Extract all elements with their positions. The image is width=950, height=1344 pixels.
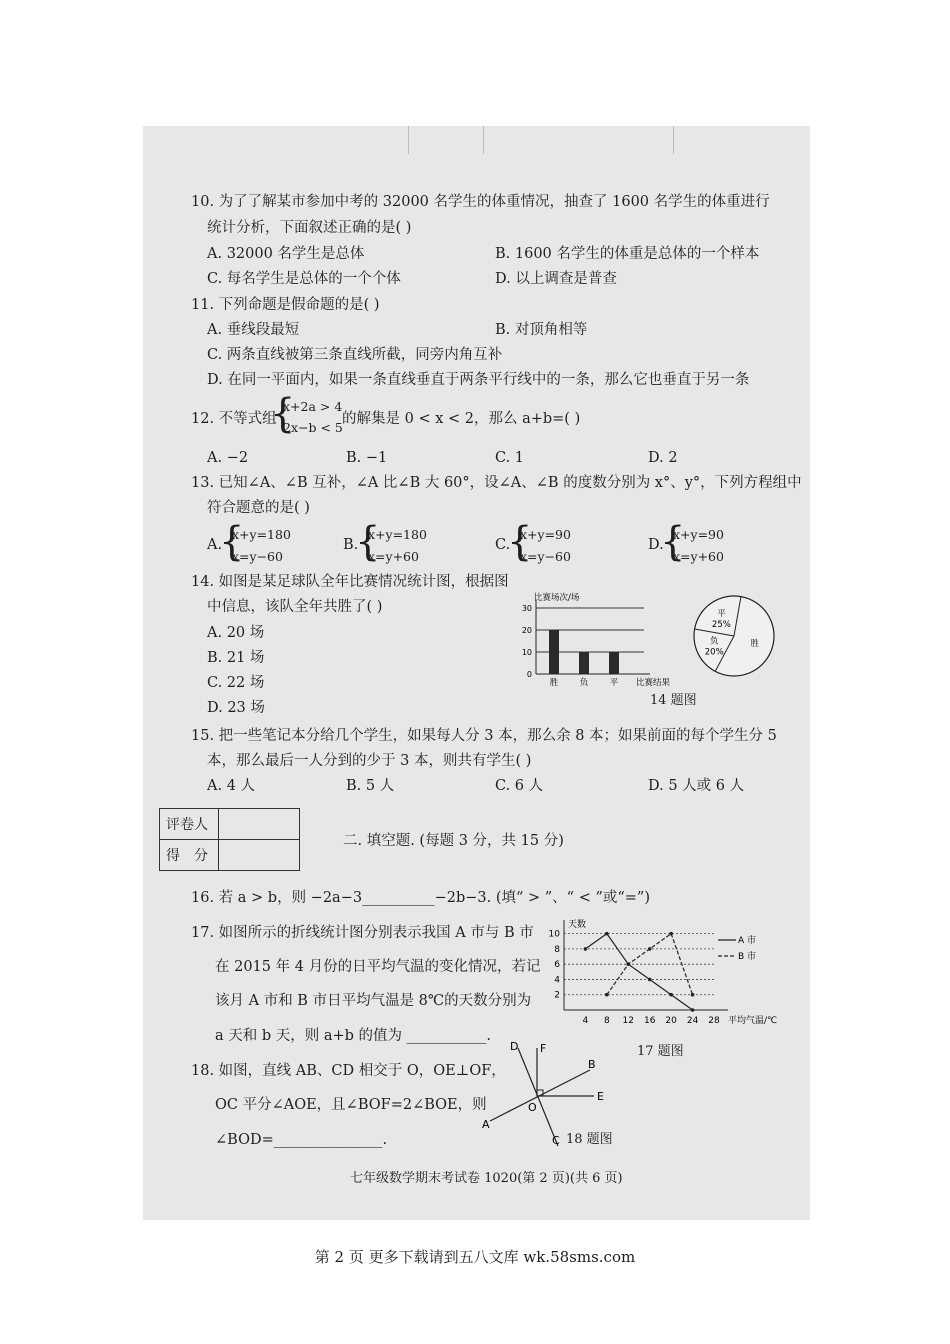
q16-text: 16. 若 a > b，则 −2a−3__________−2b−3. (填“ > ”、“ < ”或“=”) (191, 890, 651, 906)
q12-option-c: C. 1 (495, 450, 525, 466)
q14-option-a: A. 20 场 (207, 625, 265, 641)
y-axis-label: 比赛场次/场 (534, 593, 580, 603)
q15-line2: 本，那么最后一人分到的少于 3 本，则共有学生( ) (207, 753, 532, 769)
q11-option-a: A. 垂线段最短 (207, 322, 300, 338)
q10-option-a: A. 32000 名学生是总体 (207, 246, 365, 262)
q11-option-d: D. 在同一平面内，如果一条直线垂直于两条平行线中的一条，那么它也垂直于另一条 (207, 372, 750, 388)
series-line-0 (585, 934, 692, 1010)
y-tick-label: 10 (521, 648, 532, 657)
q18-line2: OC 平分∠AOE，且∠BOF=2∠BOE，则 (215, 1097, 487, 1113)
q12-brace: { (270, 391, 296, 437)
pie-slice-label: 平 (717, 608, 726, 619)
q10-line2: 统计分析，下面叙述正确的是( ) (207, 220, 412, 236)
q17-line1: 17. 如图所示的折线统计图分别表示我国 A 市与 B 市 (191, 925, 534, 941)
series-point-1 (605, 993, 609, 997)
point-b-label: B (588, 1058, 596, 1071)
grade-score-label: 得 分 (160, 840, 219, 871)
q12-option-d: D. 2 (648, 450, 678, 466)
x-tick-label: 16 (643, 1016, 656, 1026)
point-e-label: E (597, 1090, 604, 1103)
x-tick-label: 8 (603, 1016, 610, 1026)
q14-option-c: C. 22 场 (207, 675, 265, 691)
q15-option-c: C. 6 人 (495, 778, 544, 794)
y-tick-label: 30 (521, 604, 532, 613)
grade-box (159, 808, 300, 871)
q13-option-d-eq1: x+y=90 (673, 527, 724, 542)
q13-option-a-brace: { (219, 519, 245, 565)
series-point-1 (626, 962, 630, 966)
q13-line1: 13. 已知∠A、∠B 互补，∠A 比∠B 大 60°，设∠A、∠B 的度数分别为 x°、y°，下列方程组中 (191, 475, 802, 491)
page-footer: 七年级数学期末考试卷 1020(第 2 页)(共 6 页) (350, 1171, 623, 1186)
q18-line1: 18. 如图，直线 AB、CD 相交于 O，OE⊥OF， (191, 1063, 506, 1079)
legend-label: A 市 (738, 936, 757, 946)
q10-line1: 10. 为了了解某市参加中考的 32000 名学生的体重情况，抽查了 1600 名学生的体重进行 (191, 194, 770, 210)
series-point-0 (669, 993, 673, 997)
series-point-0 (605, 932, 609, 936)
fold-mark (673, 126, 674, 154)
y-axis-label: 天数 (568, 920, 587, 930)
q15-option-d: D. 5 人或 6 人 (648, 778, 745, 794)
y-tick-label: 10 (548, 929, 560, 940)
point-o-label: O (528, 1101, 537, 1114)
q13-option-c-eq2: x=y−60 (520, 549, 571, 564)
grade-reviewer-label: 评卷人 (160, 809, 219, 840)
q13-option-d-label: D. (648, 537, 664, 553)
q17-line4: a 天和 b 天，则 a+b 的值为 ___________. (215, 1028, 492, 1044)
q10-option-c: C. 每名学生是总体的一个个体 (207, 271, 401, 287)
x-tick-label: 24 (686, 1016, 699, 1026)
q14-pie-chart (682, 590, 792, 685)
x-tick-label: 12 (622, 1016, 635, 1026)
series-point-0 (648, 978, 652, 982)
q17-figure-caption: 17 题图 (637, 1044, 684, 1059)
q12-eq1: x+2a > 4 (283, 399, 343, 414)
q14-line2: 中信息，该队全年共胜了( ) (207, 599, 383, 615)
series-point-1 (669, 932, 673, 936)
y-tick-label: 2 (554, 990, 560, 1001)
q13-line2: 符合题意的是( ) (207, 500, 310, 516)
legend-label: B 市 (738, 952, 757, 962)
series-point-0 (691, 1008, 695, 1012)
q12-option-a: A. −2 (207, 450, 249, 466)
series-point-0 (584, 947, 588, 951)
x-axis-label: 平均气温/℃ (728, 1016, 778, 1026)
x-tick-label: 胜 (549, 678, 559, 688)
q13-option-b-eq1: x+y=180 (368, 527, 427, 542)
q15-line1: 15. 把一些笔记本分给几个学生，如果每人分 3 本，那么余 8 本；如果前面的每个学生分 5 (191, 728, 777, 744)
x-tick-label: 28 (708, 1016, 720, 1026)
q13-option-b-brace: { (355, 519, 381, 565)
q14-option-b: B. 21 场 (207, 650, 265, 666)
q13-option-c-eq1: x+y=90 (520, 527, 571, 542)
section-2-heading: 二. 填空题. (每题 3 分，共 15 分) (343, 833, 564, 849)
x-tick-label: 负 (579, 678, 589, 688)
point-c-label: C (552, 1134, 560, 1147)
q10-option-d: D. 以上调查是普查 (495, 271, 617, 287)
point-f-label: F (540, 1042, 547, 1055)
q13-option-d-eq2: x=y+60 (673, 549, 724, 564)
pie-slice-percent: 25% (711, 619, 731, 630)
q14-bar-chart (516, 590, 686, 690)
grade-score-cell (219, 840, 300, 871)
q12-eq2: 2x−b < 5 (283, 420, 343, 435)
bar-2 (609, 652, 619, 674)
series-point-1 (648, 947, 652, 951)
pie-slice-label: 负 (709, 636, 719, 647)
q12-suffix: 的解集是 0 < x < 2，那么 a+b=( ) (342, 411, 581, 427)
q13-option-a-eq2: x=y−60 (232, 549, 283, 564)
point-d-label: D (510, 1040, 519, 1053)
pie-slice-label: 胜 (750, 639, 760, 650)
q11-stem: 11. 下列命题是假命题的是( ) (191, 297, 380, 313)
q12-prefix: 12. 不等式组 (191, 411, 277, 427)
y-tick-label: 20 (521, 626, 532, 635)
q17-line2: 在 2015 年 4 月份的日平均气温的变化情况，若记 (215, 959, 541, 975)
bar-0 (549, 630, 559, 674)
fold-mark (483, 126, 484, 154)
y-tick-label: 6 (554, 960, 560, 971)
x-tick-label: 4 (582, 1016, 589, 1026)
fold-mark (408, 126, 409, 154)
y-tick-label: 8 (554, 944, 560, 955)
pie-slice-percent: 20% (704, 647, 724, 658)
site-footer: 第 2 页 更多下载请到五八文库 wk.58sms.com (314, 1248, 636, 1266)
q18-line3: ∠BOD=_______________. (215, 1132, 388, 1148)
y-tick-label: 0 (526, 670, 532, 679)
q13-option-b-eq2: x=y+60 (368, 549, 419, 564)
q18-figure-caption: 18 题图 (566, 1132, 613, 1147)
q11-option-b: B. 对顶角相等 (495, 322, 588, 338)
q14-line1: 14. 如图是某足球队全年比赛情况统计图，根据图 (191, 574, 509, 590)
q13-option-d-brace: { (660, 519, 686, 565)
x-axis-label: 比赛结果 (636, 678, 671, 688)
y-tick-label: 4 (554, 975, 560, 986)
q14-figure-caption: 14 题图 (650, 693, 697, 708)
q15-option-a: A. 4 人 (207, 778, 256, 794)
q15-option-b: B. 5 人 (346, 778, 395, 794)
q11-option-c: C. 两条直线被第三条直线所截，同旁内角互补 (207, 347, 503, 363)
q14-option-d: D. 23 场 (207, 700, 265, 716)
x-tick-label: 20 (665, 1016, 677, 1026)
q13-option-a-eq1: x+y=180 (232, 527, 291, 542)
q10-option-b: B. 1600 名学生的体重是总体的一个样本 (495, 246, 760, 262)
bar-1 (579, 652, 589, 674)
q17-line3: 该月 A 市和 B 市日平均气温是 8℃的天数分别为 (215, 993, 532, 1009)
x-tick-label: 平 (609, 678, 619, 688)
q12-option-b: B. −1 (346, 450, 388, 466)
grade-reviewer-cell (219, 809, 300, 840)
series-point-1 (691, 993, 695, 997)
q13-option-c-label: C. (495, 537, 511, 553)
q13-option-a-label: A. (207, 537, 223, 553)
q17-line-chart (540, 918, 790, 1038)
q13-option-b-label: B. (343, 537, 359, 553)
point-a-label: A (482, 1118, 490, 1131)
q13-option-c-brace: { (507, 519, 533, 565)
